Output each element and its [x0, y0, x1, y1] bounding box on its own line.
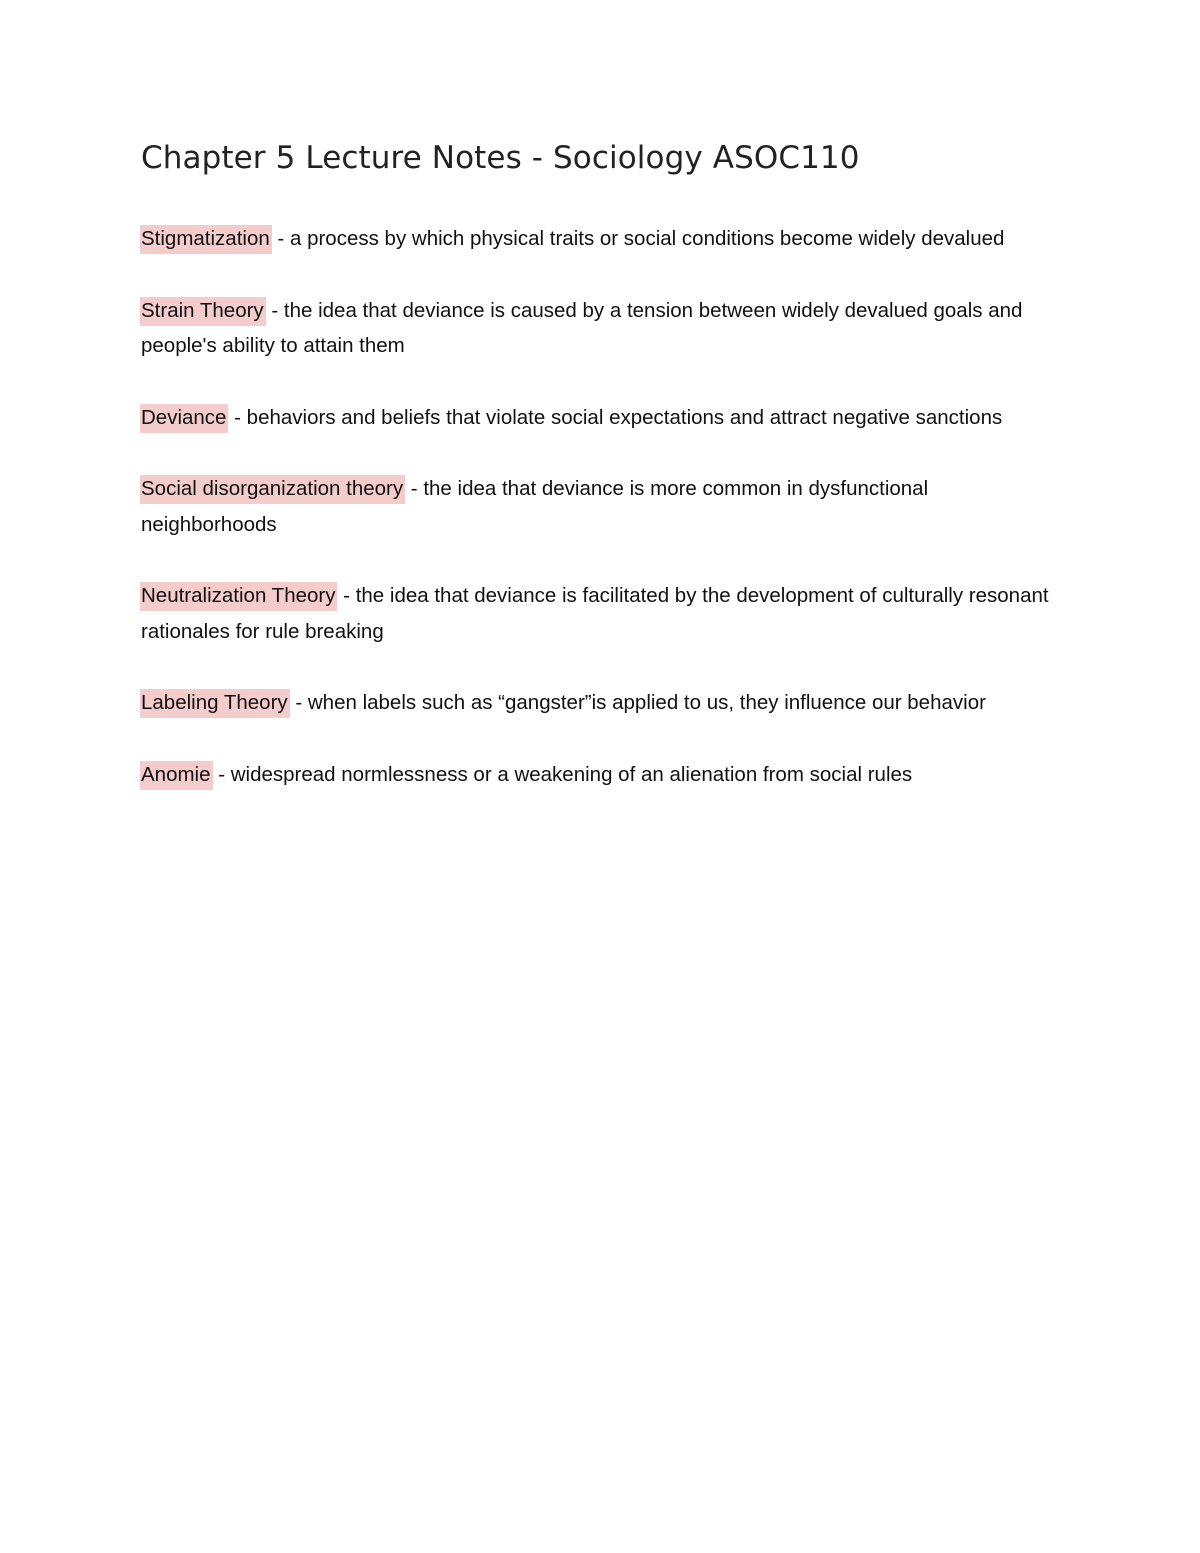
definition-text: - behaviors and beliefs that violate social expectations and attract negative sanctions [228, 405, 1003, 429]
definition-list [141, 221, 1061, 828]
highlighted-term: Deviance [140, 404, 228, 433]
highlighted-term: Neutralization Theory [140, 582, 337, 611]
definition-item-social-disorganization-theory [141, 471, 1061, 542]
definition-text: - a process by which physical traits or social conditions become widely devalued [271, 227, 1005, 250]
definition-item-deviance [141, 400, 1061, 436]
definition-item-strain-theory [141, 293, 1061, 364]
definition-text: - widespread normlessness or a weakening of an alienation from social rules [212, 762, 913, 786]
definition-text: - the idea that deviance is more common in dysfunctional neighborhoods [141, 477, 929, 536]
highlighted-term: Labeling Theory [140, 689, 290, 718]
definition-text: - the idea that deviance is caused by a tension between widely devalued goals and people's ability to attain them [141, 298, 1023, 357]
definition-text: - the idea that deviance is facilitated by the development of culturally resonant rationales for rule breaking [141, 584, 1049, 643]
document-title: Chapter 5 Lecture Notes - Sociology ASOC110 [141, 140, 860, 176]
definition-item-labeling-theory [141, 685, 1061, 721]
definition-item-neutralization-theory [141, 578, 1061, 649]
highlighted-term: Strain Theory [140, 297, 266, 326]
highlighted-term: Stigmatization [140, 225, 272, 254]
highlighted-term: Anomie [140, 761, 213, 790]
highlighted-term: Social disorganization theory [140, 475, 405, 504]
definition-text: - when labels such as “gangster”is applied to us, they influence our behavior [289, 691, 986, 714]
definition-item-stigmatization [141, 221, 1061, 257]
definition-item-anomie [141, 757, 1061, 793]
